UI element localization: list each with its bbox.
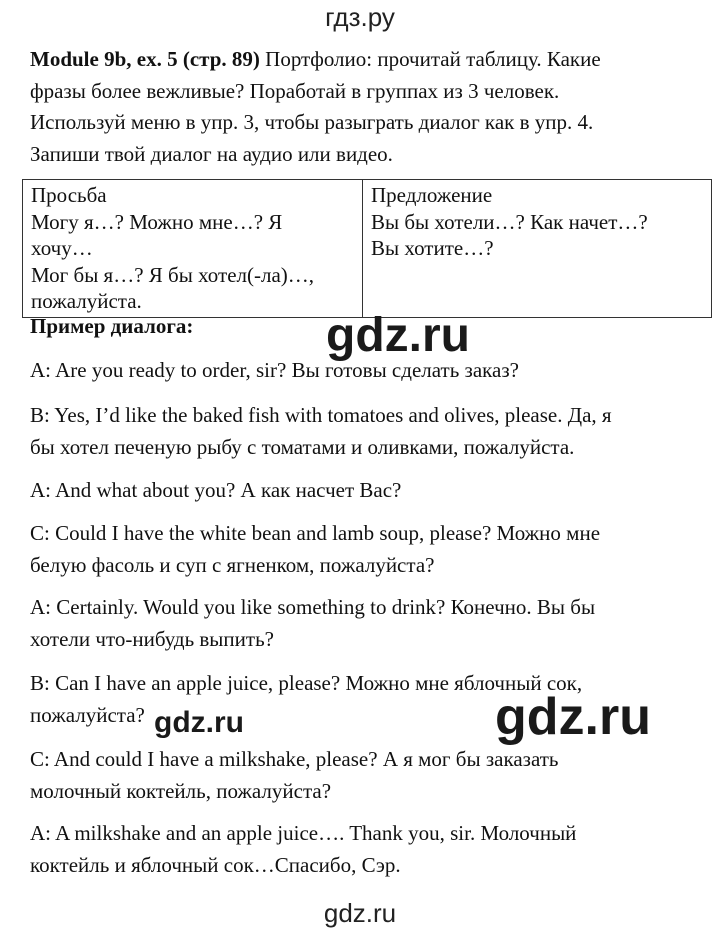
dialog-text: A: Certainly. Would you like something to drink? Конечно. Вы бы	[30, 595, 596, 619]
intro-line: фразы более вежливые? Поработай в группах из 3 человек.	[30, 78, 560, 103]
dialog-line	[30, 400, 702, 463]
site-footer: gdz.ru	[323, 898, 397, 928]
offer-line: Вы бы хотели…? Как начет…?	[371, 209, 648, 234]
dialog-line	[30, 475, 702, 507]
dialog-text: C: And could I have a milkshake, please? А я мог бы заказать	[30, 747, 559, 771]
intro-line: Портфолио: прочитай таблицу. Какие	[259, 47, 601, 71]
dialog-text: A: A milkshake and an apple juice…. Thank you, sir. Молочный	[30, 821, 577, 845]
task-intro	[30, 44, 698, 170]
offer-line: Вы хотите…?	[371, 236, 494, 260]
dialog-line	[30, 518, 702, 581]
dialog-text: белую фасоль и суп с ягненком, пожалуйста?	[30, 552, 435, 577]
watermark: gdz.ru	[495, 688, 651, 746]
request-line: хочу…	[31, 236, 93, 260]
dialog-text: A: And what about you? А как насчет Вас?	[30, 478, 402, 502]
dialog-heading: Пример диалога:	[30, 314, 194, 338]
request-header: Просьба	[31, 183, 107, 207]
intro-line: Запиши твой диалог на аудио или видео.	[30, 141, 393, 166]
dialog-text: B: Yes, I’d like the baked fish with tomatoes and olives, please. Да, я	[30, 403, 612, 427]
task-label: Module 9b, ex. 5 (стр. 89)	[30, 47, 260, 71]
dialog-text: A: Are you ready to order, sir? Вы готовы сделать заказ?	[30, 358, 519, 382]
site-header: гдз.ру	[325, 2, 395, 32]
request-line: пожалуйста.	[31, 289, 142, 313]
phrases-table	[22, 179, 712, 318]
dialog-text: бы хотел печеную рыбу с томатами и оливками, пожалуйста.	[30, 434, 575, 459]
dialog-text: молочный коктейль, пожалуйста?	[30, 778, 332, 803]
offer-cell	[363, 180, 712, 318]
dialog-text: B: Can I have an apple juice, please? Можно мне яблочный сок,	[30, 671, 583, 695]
dialog-text: C: Could I have the white bean and lamb soup, please? Можно мне	[30, 521, 601, 545]
request-line: Могу я…? Можно мне…? Я	[31, 209, 283, 234]
dialog-text: коктейль и яблочный сок…Спасибо, Сэр.	[30, 852, 401, 877]
offer-header: Предложение	[371, 183, 493, 207]
dialog-text: пожалуйста?	[30, 702, 145, 727]
dialog-line	[30, 592, 702, 655]
request-cell	[23, 180, 363, 318]
dialog-text: хотели что-нибудь выпить?	[30, 626, 274, 651]
watermark: gdz.ru	[326, 309, 470, 362]
dialog-line	[30, 818, 702, 881]
intro-line: Используй меню в упр. 3, чтобы разыграть диалог как в упр. 4.	[30, 110, 594, 134]
watermark: gdz.ru	[154, 706, 244, 739]
request-line: Мог бы я…? Я бы хотел(-ла)…,	[31, 262, 315, 287]
dialog-line	[30, 744, 702, 807]
